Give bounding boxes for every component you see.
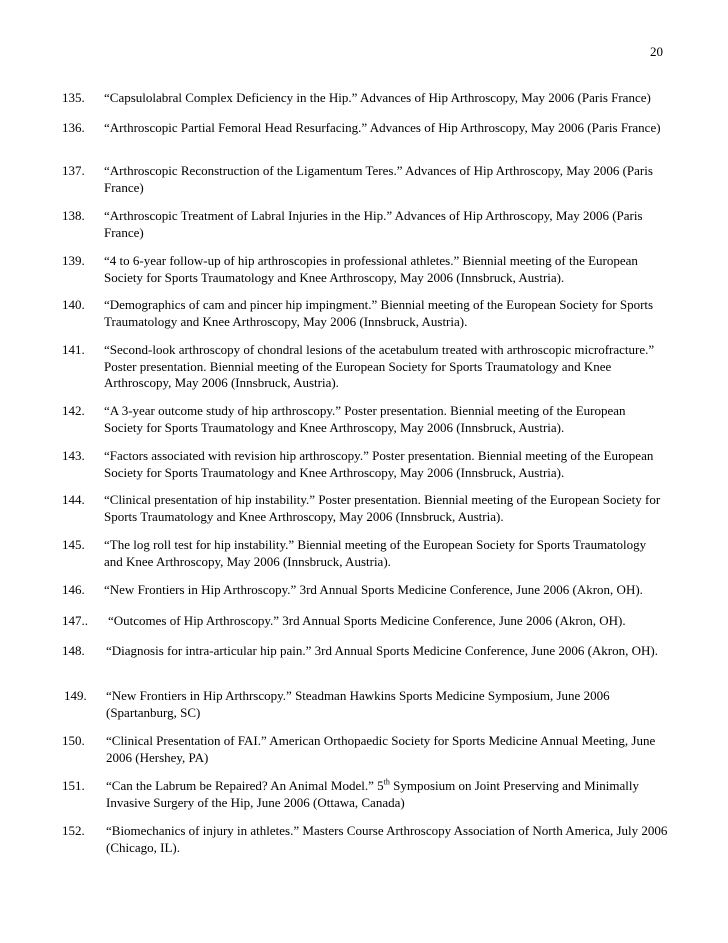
item-number: 140.	[62, 297, 85, 312]
item-number: 152.	[62, 823, 85, 838]
item-text: “Clinical Presentation of FAI.” American Orthopaedic Society for Sports Medicine Annual Meeting, June 2006 (Hershey, PA)	[106, 733, 656, 765]
item-number: 142.	[62, 403, 85, 418]
item-text	[106, 778, 668, 811]
item-text-part: “Can the Labrum be Repaired? An Animal Model.” 5	[106, 778, 384, 793]
item-number: 145.	[62, 537, 85, 552]
item-number: 138.	[62, 208, 85, 223]
item-text: “Arthroscopic Treatment of Labral Injuries in the Hip.” Advances of Hip Arthroscopy, May 2006 (Paris France)	[104, 208, 643, 240]
item-text: “4 to 6-year follow-up of hip arthroscopies in professional athletes.” Biennial meeting of the European Society for Sports Traumatology and Knee Arthroscopy, May 2006 (Innsbruck, Austria).	[104, 253, 638, 285]
item-text: “New Frontiers in Hip Arthrscopy.” Steadman Hawkins Sports Medicine Symposium, June 2006 (Spartanburg, SC)	[106, 688, 610, 720]
item-number: 150.	[62, 733, 85, 748]
item-text: “Biomechanics of injury in athletes.” Masters Course Arthroscopy Association of North America, July 2006 (Chicago, IL).	[106, 823, 668, 855]
item-number: 139.	[62, 253, 85, 268]
item-text: “Clinical presentation of hip instability.” Poster presentation. Biennial meeting of the European Society for Sports Traumatology and Knee Arthroscopy, May 2006 (Innsbruck, Austria).	[104, 492, 661, 524]
item-text: “Arthroscopic Reconstruction of the Ligamentum Teres.” Advances of Hip Arthroscopy, May 2006 (Paris France)	[104, 163, 653, 195]
item-number: 146.	[62, 582, 85, 597]
item-text: “Second-look arthroscopy of chondral lesions of the acetabulum treated with arthroscopic microfracture.” Poster presentation. Biennial meeting of the European Society for Sports Traumatology and Knee Arthroscopy, May 2006 (Innsbruck, Austria).	[104, 342, 655, 390]
item-text: “A 3-year outcome study of hip arthroscopy.” Poster presentation. Biennial meeting of the European Society for Sports Traumatology and Knee Arthroscopy, May 2006 (Innsbruck, Austria).	[104, 403, 626, 435]
item-number: 151.	[62, 778, 85, 793]
item-number: 149.	[64, 688, 87, 703]
page-number: 20	[650, 44, 663, 59]
item-number: 143.	[62, 448, 85, 463]
item-text: “Demographics of cam and pincer hip impingment.” Biennial meeting of the European Society for Sports Traumatology and Knee Arthroscopy, May 2006 (Innsbruck, Austria).	[104, 297, 654, 329]
item-text: “Factors associated with revision hip arthroscopy.” Poster presentation. Biennial meeting of the European Society for Sports Traumatology and Knee Arthroscopy, May 2006 (Innsbruck, Austria).	[104, 448, 654, 480]
item-number: 148.	[62, 643, 85, 658]
item-text: “Capsulolabral Complex Deficiency in the Hip.” Advances of Hip Arthroscopy, May 2006 (Paris France)	[104, 90, 651, 105]
item-text-part: Symposium on Joint Preserving and Minimally Invasive Surgery of the Hip, June 2006 (Ottawa, Canada)	[106, 778, 640, 810]
item-text: “Arthroscopic Partial Femoral Head Resurfacing.” Advances of Hip Arthroscopy, May 2006 (Paris France)	[104, 120, 661, 135]
item-number: 141.	[62, 342, 85, 357]
item-text: “Diagnosis for intra-articular hip pain.” 3rd Annual Sports Medicine Conference, June 2006 (Akron, OH).	[106, 643, 658, 658]
item-text: “New Frontiers in Hip Arthroscopy.” 3rd Annual Sports Medicine Conference, June 2006 (Akron, OH).	[104, 582, 643, 597]
ordinal-suffix: th	[383, 777, 390, 787]
item-text: “Outcomes of Hip Arthroscopy.” 3rd Annual Sports Medicine Conference, June 2006 (Akron, OH).	[108, 613, 626, 628]
item-number: 135.	[62, 90, 85, 105]
item-number: 137.	[62, 163, 85, 178]
item-number: 144.	[62, 492, 85, 507]
item-text: “The log roll test for hip instability.” Biennial meeting of the European Society for Sports Traumatology and Knee Arthroscopy, May 2006 (Innsbruck, Austria).	[104, 537, 647, 569]
item-number: 147..	[62, 613, 88, 628]
item-number: 136.	[62, 120, 85, 135]
